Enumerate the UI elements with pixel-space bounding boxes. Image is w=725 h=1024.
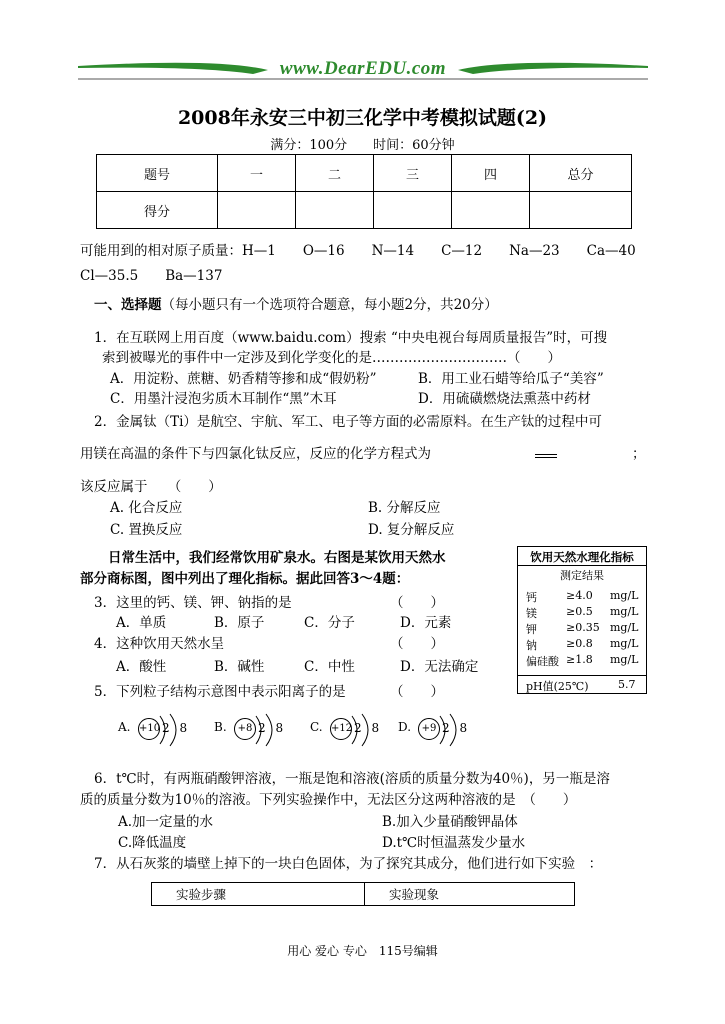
q1-line2: 索到被曝光的事件中一定涉及到化学变化的是…………………………（ ） xyxy=(102,350,561,366)
score-input-cell[interactable] xyxy=(452,192,530,229)
water-label: 饮用天然水理化指标 测定结果 钙 ≥4.0 mg/L 镁 ≥0.5 mg/L 钾 ≥0.35 mg/L 钠 ≥0.8 mg/L 偏硅酸 ≥1.8 mg/L pH值(25℃) 5.7 xyxy=(517,546,647,694)
passage-line2: 部分商标图，图中列出了理化指标。据此回答3～4题： xyxy=(80,571,410,587)
score-input-cell[interactable] xyxy=(374,192,452,229)
score-input-cell[interactable] xyxy=(296,192,374,229)
score-cell: 三 xyxy=(374,155,452,192)
q4-option-b: B．碱性 xyxy=(214,659,265,675)
score-input-cell[interactable] xyxy=(530,192,632,229)
nucleus: +10 xyxy=(138,718,160,740)
ph-label: pH值(25℃) xyxy=(526,680,589,693)
site-url: www.DearEDU.com xyxy=(279,58,447,79)
atomic-mass-line1: 可能用到的相对原子质量：H—1 O—16 N—14 C—12 Na—23 Ca—40 xyxy=(80,243,636,259)
score-cell: 得分 xyxy=(97,192,218,229)
score-cell: 二 xyxy=(296,155,374,192)
section-title: 一、选择题 xyxy=(94,297,162,313)
q2-line3: 该反应属于 （ ） xyxy=(80,479,222,495)
q1-option-c: C．用墨汁浸泡劣质木耳制作“黑”木耳 xyxy=(110,391,337,407)
q2-option-c: C. 置换反应 xyxy=(110,522,183,538)
atom-diagram-d: D. +9 2 8 xyxy=(398,712,478,748)
atomic-mass-line2: Cl—35.5 Ba—137 xyxy=(80,268,223,284)
col-steps: 实验步骤 xyxy=(152,883,365,906)
section-note: （每小题只有一个选项符合题意，每小题2分，共20分） xyxy=(161,297,498,313)
q1-option-b: B．用工业石蜡等给瓜子“美容” xyxy=(418,371,604,387)
passage-line1: 日常生活中，我们经常饮用矿泉水。右图是某饮用天然水 xyxy=(108,550,446,566)
water-label-subtitle: 测定结果 xyxy=(560,569,604,582)
page-footer: 用心 爱心 专心 115号编辑 xyxy=(287,944,438,958)
score-value-row xyxy=(97,192,632,229)
q3-option-b: B．原子 xyxy=(214,615,265,631)
score-header-row xyxy=(97,155,632,192)
atom-diagram-c: C. +12 2 8 xyxy=(310,712,390,748)
experiment-header-row xyxy=(152,883,575,906)
q6-line1: 6．t℃时，有两瓶硝酸钾溶液，一瓶是饱和溶液(溶质的质量分数为40％)，另一瓶是溶 xyxy=(94,771,610,787)
q3-option-c: C．分子 xyxy=(304,615,355,631)
site-banner xyxy=(78,54,648,84)
ph-value: 5.7 xyxy=(618,678,636,691)
page-title: 2008年永安三中初三化学中考模拟试题(2) xyxy=(177,107,548,129)
score-cell: 总分 xyxy=(530,155,632,192)
q2-option-b: B. 分解反应 xyxy=(368,500,441,516)
atom-diagram-a: A. +10 2 8 xyxy=(118,712,198,748)
score-cell: 四 xyxy=(452,155,530,192)
q6-option-b: B.加入少量硝酸钾晶体 xyxy=(382,814,518,830)
q1-line1: 1．在互联网上用百度（www.baidu.com）搜索 “中央电视台每周质量报告”时，可搜 xyxy=(94,330,608,346)
q2-line1: 2．金属钛（Ti）是航空、宇航、军工、电子等方面的必需原料。在生产钛的过程中可 xyxy=(94,414,602,430)
equation-equals-sign xyxy=(535,454,557,458)
q6-option-d: D.t℃时恒温蒸发少量水 xyxy=(382,835,526,851)
q1-option-d: D．用硫磺燃烧法熏蒸中药材 xyxy=(418,391,591,407)
atom-diagram-b: B. +8 2 8 xyxy=(214,712,294,748)
q3-paren: （ ） xyxy=(390,595,444,611)
q2-line2: 用镁在高温的条件下与四氯化钛反应，反应的化学方程式为 xyxy=(80,446,431,462)
q4-option-d: D．无法确定 xyxy=(400,659,479,675)
score-input-cell[interactable] xyxy=(218,192,296,229)
q3-option-a: A．单质 xyxy=(116,615,167,631)
score-cell: 一 xyxy=(218,155,296,192)
nucleus: +9 xyxy=(418,718,440,740)
q2-semicolon: ； xyxy=(632,446,646,462)
q4-option-a: A．酸性 xyxy=(116,659,167,675)
q4-stem: 4．这种饮用天然水呈 xyxy=(94,636,225,652)
exam-info: 满分：100分 时间：60分钟 xyxy=(270,138,455,153)
col-observations: 实验现象 xyxy=(365,883,575,906)
q5-stem: 5．下列粒子结构示意图中表示阳离子的是 xyxy=(94,684,346,700)
q5-paren: （ ） xyxy=(390,684,444,700)
q6-option-a: A.加一定量的水 xyxy=(118,814,214,830)
score-cell: 题号 xyxy=(97,155,218,192)
q2-option-a: A. 化合反应 xyxy=(110,500,183,516)
nucleus: +12 xyxy=(330,718,352,740)
water-label-title: 饮用天然水理化指标 xyxy=(530,550,634,564)
q3-stem: 3．这里的钙、镁、钾、钠指的是 xyxy=(94,595,292,611)
q2-option-d: D. 复分解反应 xyxy=(368,522,455,538)
q6-option-c: C.降低温度 xyxy=(118,835,187,851)
q7-line1: 7．从石灰浆的墙壁上掉下的一块白色固体，为了探究其成分，他们进行如下实验 ： xyxy=(94,856,603,872)
score-table xyxy=(96,154,632,229)
nucleus: +8 xyxy=(234,718,256,740)
q6-line2: 质的质量分数为10％的溶液。下列实验操作中，无法区分这两种溶液的是 （ ） xyxy=(80,792,577,808)
q4-paren: （ ） xyxy=(390,636,444,652)
q1-option-a: A．用淀粉、蔗糖、奶香精等掺和成“假奶粉” xyxy=(110,371,377,387)
section-heading xyxy=(94,293,498,313)
experiment-table xyxy=(151,882,575,906)
q4-option-c: C．中性 xyxy=(304,659,355,675)
q3-option-d: D．元素 xyxy=(400,615,452,631)
water-ph-row xyxy=(518,675,646,693)
